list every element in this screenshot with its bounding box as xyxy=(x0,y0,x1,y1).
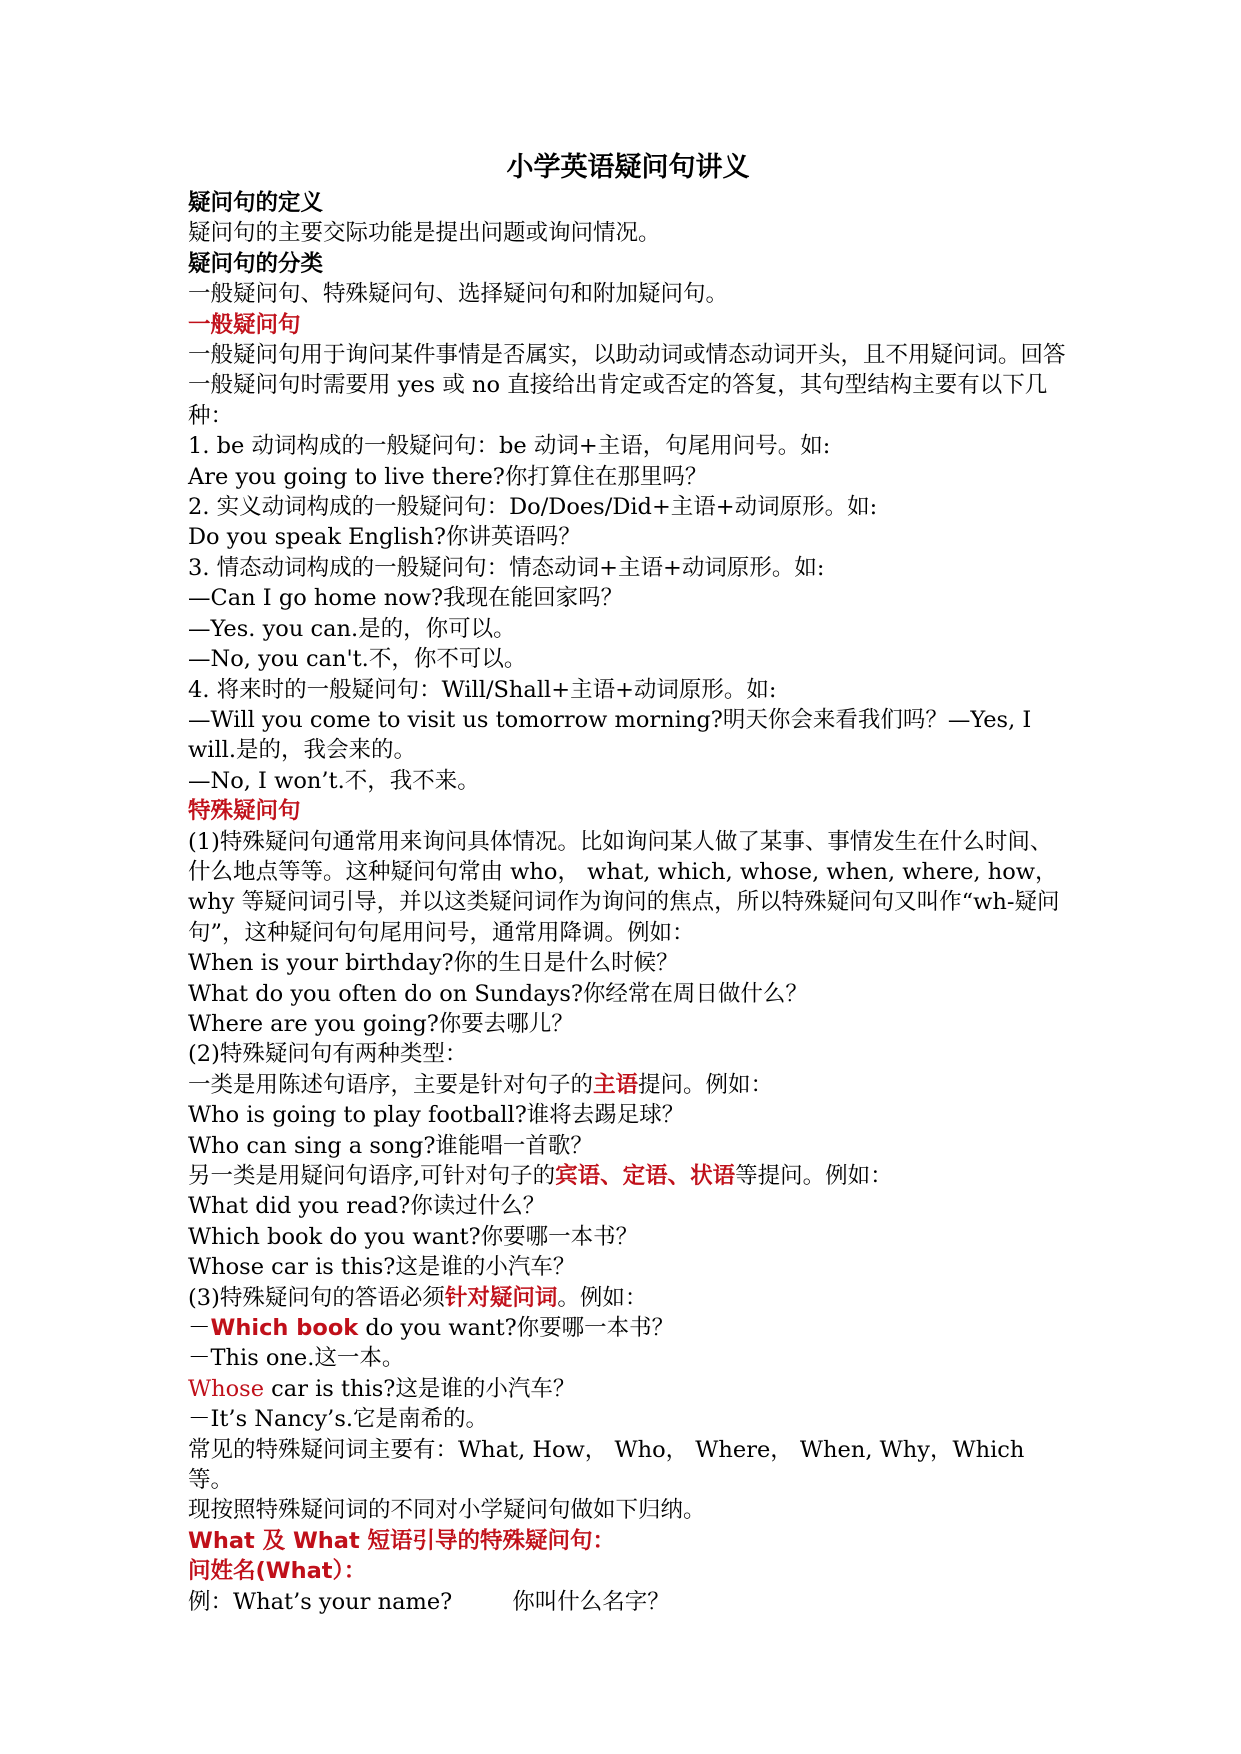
type2-line xyxy=(188,1161,1068,1191)
type1-example: Who is going to play football?谁将去踢足球？ xyxy=(188,1102,685,1129)
example-cn: 你叫什么名字？ xyxy=(512,1588,670,1615)
what-section-heading: What 及 What 短语引导的特殊疑问句： xyxy=(188,1527,616,1554)
type2-example: What did you read?你读过什么？ xyxy=(188,1193,546,1220)
special-example: Where are you going?你要去哪儿？ xyxy=(188,1010,574,1037)
answer-example-2: －This one.这一本。 xyxy=(188,1345,405,1372)
general-item: —Yes. you can.是的，你可以。 xyxy=(188,615,516,642)
answer-highlight: Whose xyxy=(188,1375,265,1402)
general-question-intro: 一般疑问句用于询问某件事情是否属实，以助动词或情态动词开头，且不用疑问词。回答一般疑问句时需要用 yes 或 no 直接给出肯定或否定的答复，其句型结构主要有以下几种： xyxy=(188,342,1066,429)
definition-heading: 疑问句的定义 xyxy=(188,190,324,216)
type2-post: 等提问。例如： xyxy=(735,1163,893,1189)
type1-post: 提问。例如： xyxy=(638,1071,774,1098)
p3-highlight: 针对疑问词 xyxy=(444,1284,558,1311)
answer-post: car is this?这是谁的小汽车？ xyxy=(264,1375,576,1402)
document-title: 小学英语疑问句讲义 xyxy=(506,152,750,183)
classification-text: 一般疑问句、特殊疑问句、选择疑问句和附加疑问句。 xyxy=(188,281,729,308)
answer-example-4: －It’s Nancy’s.它是南希的。 xyxy=(188,1406,489,1433)
general-item: 4. 将来时的一般疑问句：Will/Shall+主语+动词原形。如: xyxy=(188,676,777,703)
general-item: 1. be 动词构成的一般疑问句：be 动词+主语，句尾用问号。如: xyxy=(188,433,831,460)
special-paragraph-3 xyxy=(188,1283,1068,1313)
answer-highlight: Which book xyxy=(210,1315,359,1342)
type2-pre: 另一类是用疑问句语序,可针对句子的 xyxy=(188,1163,556,1189)
general-item: —Can I go home now?我现在能回家吗？ xyxy=(188,585,624,612)
general-item: Are you going to live there?你打算住在那里吗？ xyxy=(188,463,708,490)
type1-highlight: 主语 xyxy=(593,1071,639,1098)
definition-text: 疑问句的主要交际功能是提出问题或询问情况。 xyxy=(188,220,661,247)
classification-heading: 疑问句的分类 xyxy=(188,250,324,277)
type2-example: Whose car is this?这是谁的小汽车？ xyxy=(188,1254,576,1281)
general-item: —No, you can't.不，你不可以。 xyxy=(188,646,527,673)
general-wont-example: —No, I won’t.不，我不来。 xyxy=(188,767,480,794)
ask-name-heading: 问姓名(What）： xyxy=(188,1558,367,1585)
document-content xyxy=(188,148,1068,1617)
type1-pre: 一类是用陈述句语序，主要是针对句子的 xyxy=(188,1071,594,1098)
general-item: 3. 情态动词构成的一般疑问句：情态动词+主语+动词原形。如: xyxy=(188,554,825,581)
general-item: Do you speak English?你讲英语吗？ xyxy=(188,524,581,551)
p3-post: 。例如： xyxy=(557,1284,648,1311)
answer-example-3 xyxy=(188,1374,1068,1404)
special-question-heading: 特殊疑问句 xyxy=(188,798,301,825)
general-question-heading: 一般疑问句 xyxy=(188,311,301,338)
special-example: (2)特殊疑问句有两种类型： xyxy=(188,1041,468,1068)
type1-example: Who can sing a song?谁能唱一首歌？ xyxy=(188,1132,593,1159)
answer-example-1 xyxy=(188,1313,1068,1343)
special-example: When is your birthday?你的生日是什么时候？ xyxy=(188,950,679,977)
dash: － xyxy=(188,1315,211,1342)
special-question-paragraph-1: (1)特殊疑问句通常用来询问具体情况。比如询问某人做了某事、事情发生在什么时间、什么地点等等。这种疑问句常由 who， what, which, whose, when, where, how，why 等疑问词引导，并以这类疑问词作为询问的焦点，所以特殊疑问句又叫作“wh-疑问句”，这种疑问句句尾用问号，通常用降调。例如： xyxy=(188,828,1060,946)
special-example: What do you often do on Sundays?你经常在周日做什么？ xyxy=(188,980,808,1007)
type2-highlight: 宾语、定语、状语 xyxy=(555,1163,736,1189)
type2-example: Which book do you want?你要哪一本书？ xyxy=(188,1223,639,1250)
p3-pre: (3)特殊疑问句的答语必须 xyxy=(188,1284,445,1311)
example-en: 例：What’s your name? xyxy=(188,1588,453,1615)
general-item: 2. 实义动词构成的一般疑问句：Do/Does/Did+主语+动词原形。如: xyxy=(188,494,878,521)
summary-text: 现按照特殊疑问词的不同对小学疑问句做如下归纳。 xyxy=(188,1497,706,1524)
general-will-example: —Will you come to visit us tomorrow morning?明天你会来看我们吗？—Yes, I will.是的，我会来的。 xyxy=(188,706,1032,764)
answer-post: do you want?你要哪一本书？ xyxy=(358,1315,675,1342)
type1-line xyxy=(188,1070,1068,1100)
ask-name-example xyxy=(188,1587,1068,1617)
common-question-words: 常见的特殊疑问词主要有：What, How， Who， Where， When, Why，Which 等。 xyxy=(188,1436,1025,1494)
